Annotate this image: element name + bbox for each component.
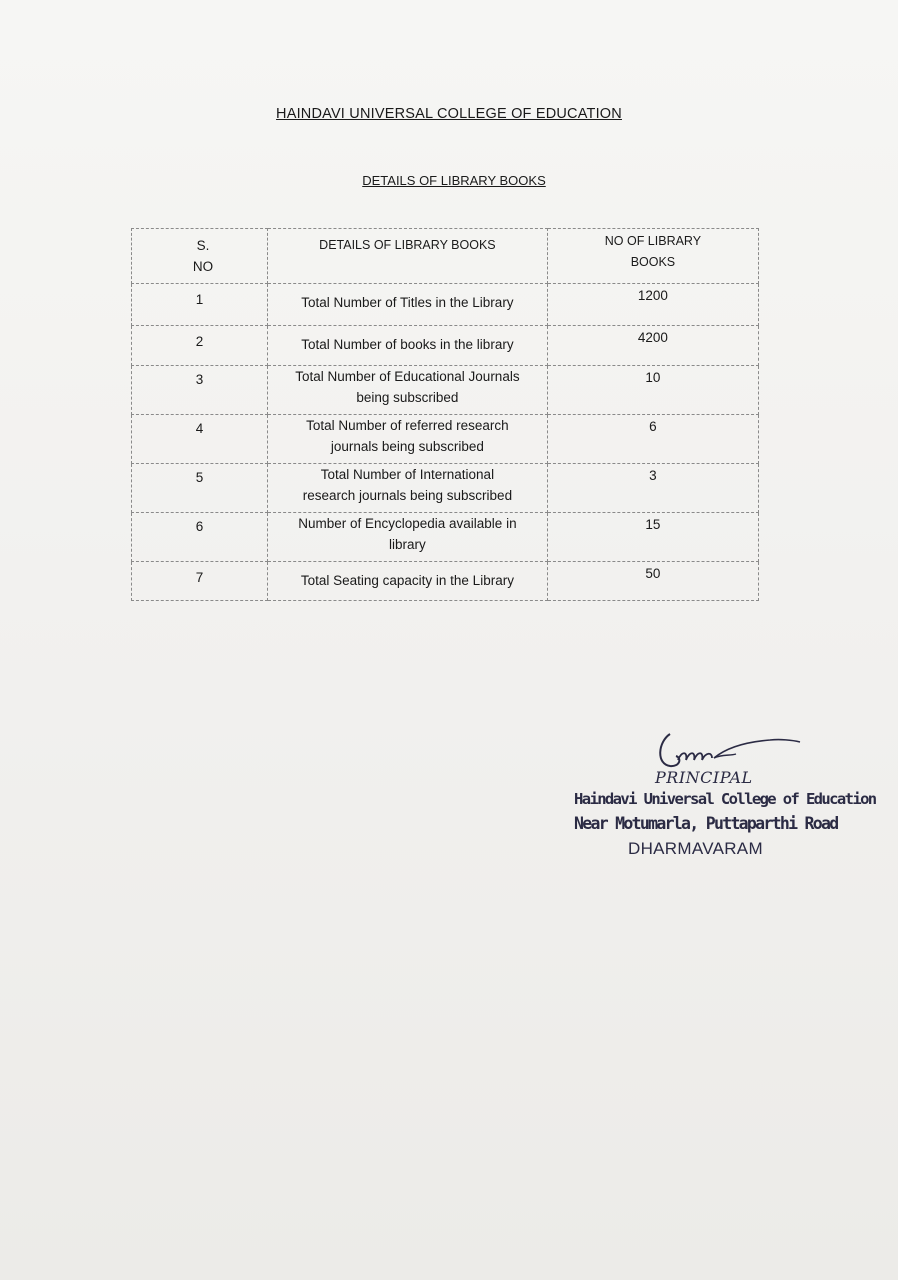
table-row [132,366,759,415]
book-count: 15 [547,513,758,562]
document-subtitle: DETAILS OF LIBRARY BOOKS [362,173,546,188]
table-row [132,464,759,513]
book-count: 1200 [547,284,758,326]
detail-text: Total Number of books in the library [267,326,547,366]
table-row [132,513,759,562]
stamp-address: Near Motumarla, Puttaparthi Road [574,814,838,833]
book-count: 4200 [547,326,758,366]
detail-text: Total Number of International research journals being subscribed [267,464,547,513]
serial-number: 3 [132,366,268,415]
book-count: 6 [547,415,758,464]
detail-text: Total Number of Titles in the Library [267,284,547,326]
table-row [132,415,759,464]
serial-number: 5 [132,464,268,513]
header-serial-number: S. NO [132,229,268,284]
serial-number: 6 [132,513,268,562]
table-row [132,562,759,601]
book-count: 10 [547,366,758,415]
detail-text: Total Number of Educational Journals being subscribed [267,366,547,415]
serial-number: 7 [132,562,268,601]
book-count: 3 [547,464,758,513]
detail-text: Total Number of referred research journals being subscribed [267,415,547,464]
table-row [132,284,759,326]
serial-number: 2 [132,326,268,366]
detail-text: Number of Encyclopedia available in library [267,513,547,562]
stamp-town: DHARMAVARAM [628,839,763,858]
header-count: NO OF LIBRARY BOOKS [547,229,758,284]
header-details: DETAILS OF LIBRARY BOOKS [267,229,547,284]
college-title: HAINDAVI UNIVERSAL COLLEGE OF EDUCATION [276,106,622,122]
table-header-row [132,229,759,284]
serial-number: 1 [132,284,268,326]
book-count: 50 [547,562,758,601]
table-row [132,326,759,366]
serial-number: 4 [132,415,268,464]
stamp-college: Haindavi Universal College of Education [574,790,876,808]
principal-stamp [560,720,876,870]
stamp-title: PRINCIPAL [655,768,753,787]
library-books-table [131,228,759,601]
detail-text: Total Seating capacity in the Library [267,562,547,601]
